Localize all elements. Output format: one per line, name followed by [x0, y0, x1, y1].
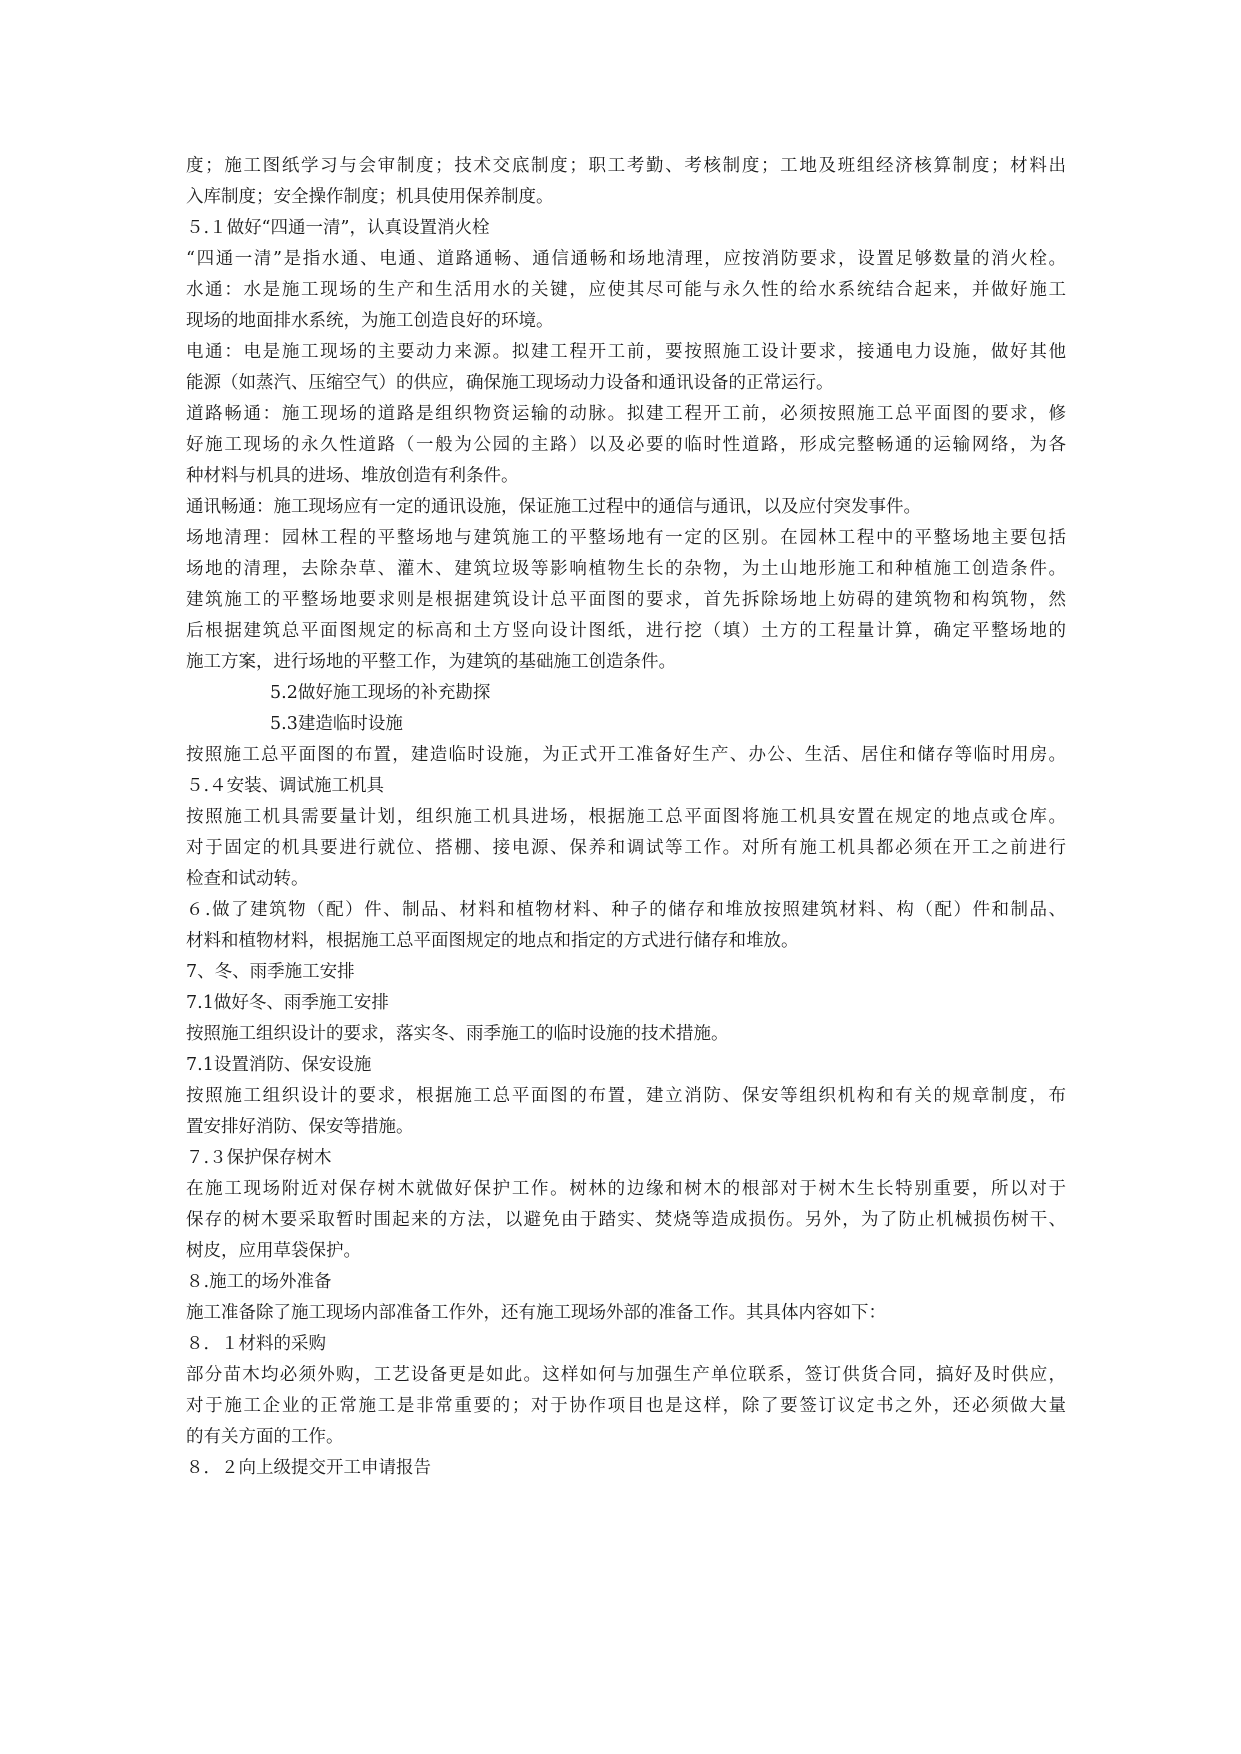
text-line: 检查和试动转。: [186, 869, 309, 889]
text-line: 现场的地面排水系统，为施工创造良好的环境。: [186, 311, 554, 331]
text-line: 7.1做好冬、雨季施工安排: [186, 993, 389, 1013]
text-line: 道路畅通：施工现场的道路是组织物资运输的动脉。拟建工程开工前，必须按照施工总平面图的要求，修: [186, 404, 1066, 424]
text-line: 材料和植物材料，根据施工总平面图规定的地点和指定的方式进行储存和堆放。: [186, 931, 799, 951]
text-line: 度；施工图纸学习与会审制度；技术交底制度；职工考勤、考核制度；工地及班组经济核算制度；材料出: [186, 156, 1066, 176]
text-line: ６.做了建筑物（配）件、制品、材料和植物材料、种子的储存和堆放按照建筑材料、构（配）件和制品、: [186, 900, 1066, 920]
text-line: ５.４安装、调试施工机具: [186, 776, 385, 796]
text-line: ８.施工的场外准备: [186, 1272, 332, 1292]
text-line: 入库制度；安全操作制度；机具使用保养制度。: [186, 187, 554, 207]
text-line: 树皮，应用草袋保护。: [186, 1241, 361, 1261]
text-line: 7.1设置消防、保安设施: [186, 1055, 372, 1075]
text-line: 场地清理：园林工程的平整场地与建筑施工的平整场地有一定的区别。在园林工程中的平整场地主要包括: [186, 528, 1066, 548]
text-line: 对于固定的机具要进行就位、搭棚、接电源、保养和调试等工作。对所有施工机具都必须在开工之前进行: [186, 838, 1066, 858]
text-line: 场地的清理，去除杂草、灌木、建筑垃圾等影响植物生长的杂物，为土山地形施工和种植施工创造条件。: [186, 559, 1066, 579]
text-line: 部分苗木均必须外购，工艺设备更是如此。这样如何与加强生产单位联系，签订供货合同，搞好及时供应，: [186, 1365, 1066, 1385]
text-line: 5.2做好施工现场的补充勘探: [270, 683, 491, 703]
text-line: ８．１材料的采购: [186, 1334, 326, 1354]
text-line: 施工准备除了施工现场内部准备工作外，还有施工现场外部的准备工作。其具体内容如下：: [186, 1303, 886, 1323]
text-line: ８．２向上级提交开工申请报告: [186, 1458, 431, 1478]
text-line: 电通：电是施工现场的主要动力来源。拟建工程开工前，要按照施工设计要求，接通电力设施，做好其他: [186, 342, 1066, 362]
text-line: ５.１做好“四通一清”，认真设置消火栓: [186, 218, 490, 238]
text-line: 在施工现场附近对保存树木就做好保护工作。树林的边缘和树木的根部对于树木生长特别重要，所以对于: [186, 1179, 1066, 1199]
text-line: 通讯畅通：施工现场应有一定的通讯设施，保证施工过程中的通信与通讯，以及应付突发事件。: [186, 497, 921, 517]
document-body: [186, 151, 1066, 1484]
text-line: 保存的树木要采取暂时围起来的方法，以避免由于踏实、焚烧等造成损伤。另外，为了防止机械损伤树干、: [186, 1210, 1066, 1230]
text-line: 好施工现场的永久性道路（一般为公园的主路）以及必要的临时性道路，形成完整畅通的运输网络，为各: [186, 435, 1066, 455]
text-line: 种材料与机具的进场、堆放创造有利条件。: [186, 466, 519, 486]
text-line: 按照施工组织设计的要求，落实冬、雨季施工的临时设施的技术措施。: [186, 1024, 729, 1044]
text-line: 按照施工组织设计的要求，根据施工总平面图的布置，建立消防、保安等组织机构和有关的规章制度，布: [186, 1086, 1066, 1106]
text-line: 7、冬、雨季施工安排: [186, 962, 355, 982]
text-line: 置安排好消防、保安等措施。: [186, 1117, 414, 1137]
text-line: 施工方案，进行场地的平整工作，为建筑的基础施工创造条件。: [186, 652, 676, 672]
text-line: 按照施工机具需要量计划，组织施工机具进场，根据施工总平面图将施工机具安置在规定的地点或仓库。: [186, 807, 1066, 827]
text-line: 能源（如蒸汽、压缩空气）的供应，确保施工现场动力设备和通讯设备的正常运行。: [186, 373, 834, 393]
text-line: “四通一清”是指水通、电通、道路通畅、通信通畅和场地清理，应按消防要求，设置足够数量的消火栓。: [186, 249, 1066, 269]
text-line: 建筑施工的平整场地要求则是根据建筑设计总平面图的要求，首先拆除场地上妨碍的建筑物和构筑物，然: [186, 590, 1066, 610]
text-line: ７.３保护保存树木: [186, 1148, 332, 1168]
text-line: 按照施工总平面图的布置，建造临时设施，为正式开工准备好生产、办公、生活、居住和储存等临时用房。: [186, 745, 1066, 765]
text-line: 的有关方面的工作。: [186, 1427, 344, 1447]
text-line: 后根据建筑总平面图规定的标高和土方竖向设计图纸，进行挖（填）土方的工程量计算，确定平整场地的: [186, 621, 1066, 641]
text-line: 5.3建造临时设施: [270, 714, 403, 734]
text-line: 对于施工企业的正常施工是非常重要的；对于协作项目也是这样，除了要签订议定书之外，还必须做大量: [186, 1396, 1066, 1416]
text-line: 水通：水是施工现场的生产和生活用水的关键，应使其尽可能与永久性的给水系统结合起来，并做好施工: [186, 280, 1066, 300]
